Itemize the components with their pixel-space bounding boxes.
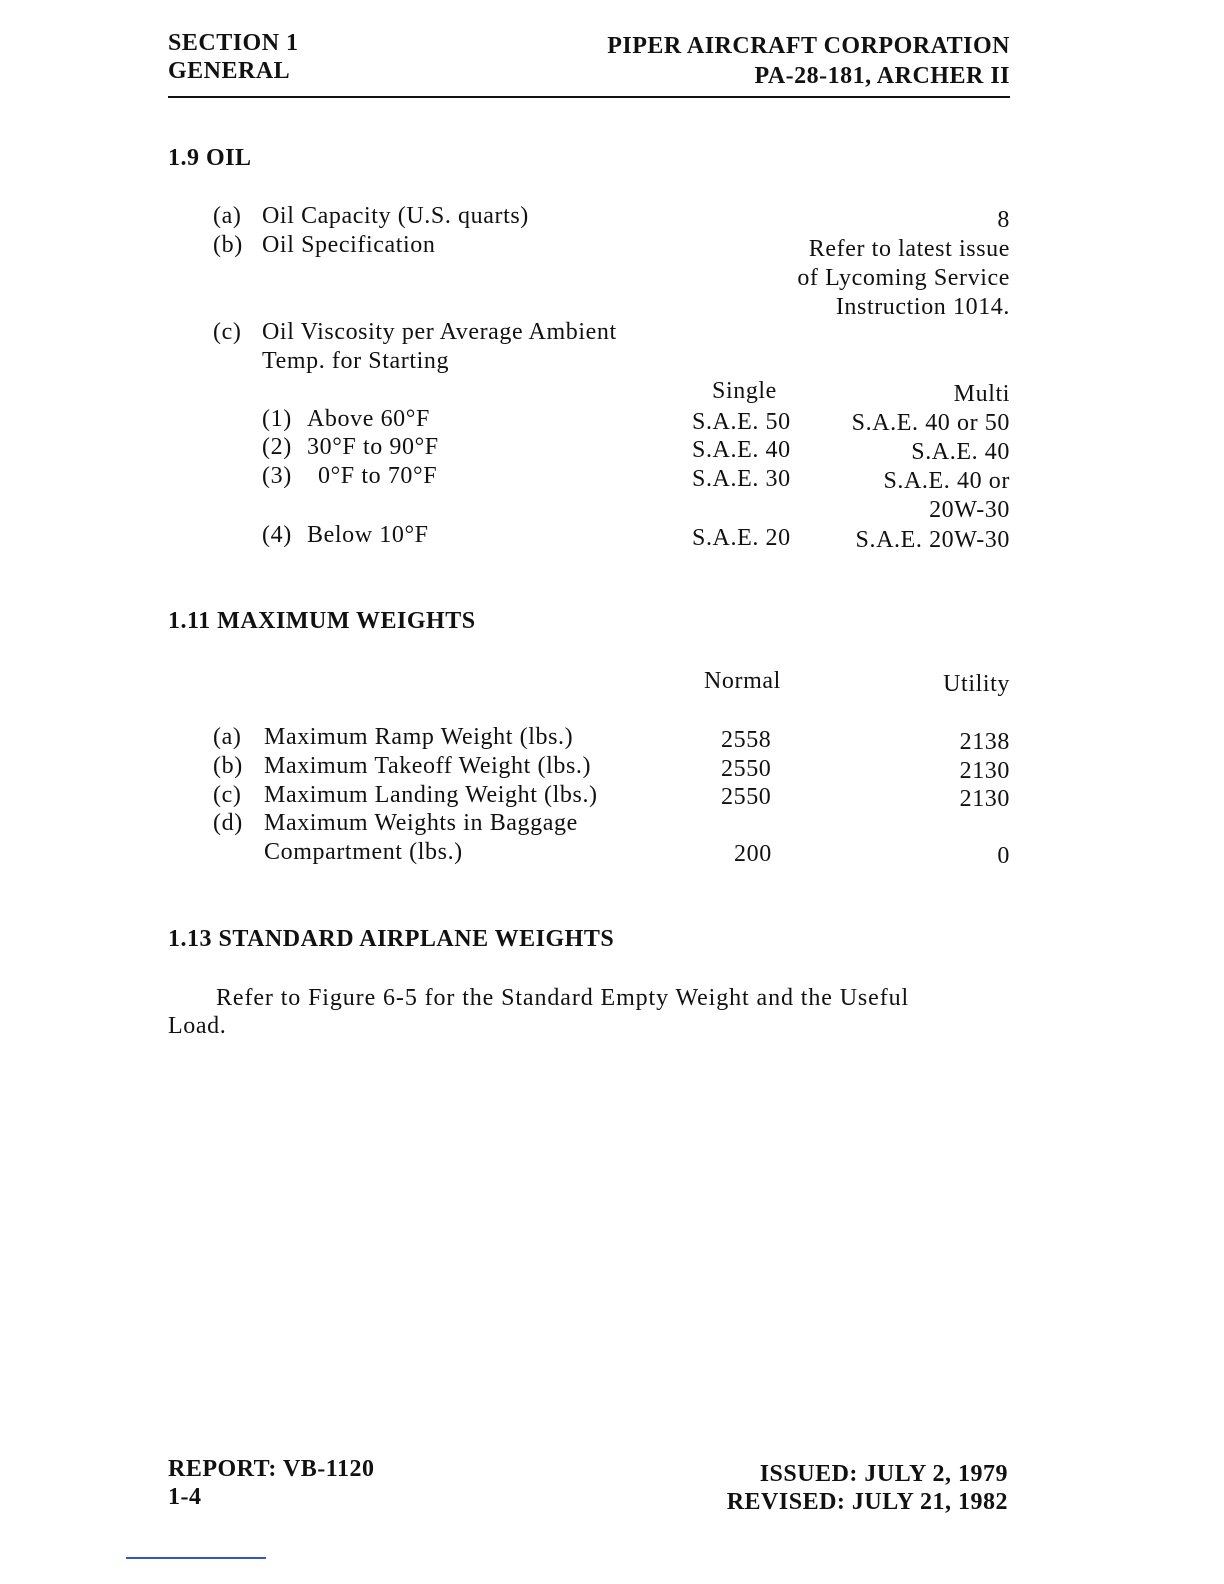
weight-row-d-label: Maximum Weights in Baggage [264, 810, 578, 836]
header-rule [168, 96, 1010, 98]
weight-row-b-label: Maximum Takeoff Weight (lbs.) [264, 753, 592, 779]
issued-date: ISSUED: JULY 2, 1979 [759, 1461, 1008, 1487]
standard-weights-heading: 1.13 STANDARD AIRPLANE WEIGHTS [168, 926, 615, 952]
bottom-link-underline [126, 1557, 266, 1559]
weight-row-a-normal: 2558 [721, 727, 772, 753]
standard-weights-paragraph: Refer to Figure 6-5 for the Standard Empty Weight and the Useful [216, 985, 910, 1011]
col-normal-header: Normal [704, 668, 781, 694]
oil-heading: 1.9 OIL [168, 145, 252, 171]
page-number: 1-4 [168, 1484, 202, 1510]
standard-weights-paragraph-2: Load. [168, 1013, 227, 1039]
weight-row-b-normal: 2550 [721, 756, 772, 782]
visc-row-1-range: Above 60°F [307, 406, 430, 432]
visc-row-1-multi: S.A.E. 40 or 50 [851, 410, 1010, 436]
report-number: REPORT: VB-1120 [168, 1456, 375, 1482]
visc-row-2-num: (2) [262, 434, 292, 460]
weight-row-a-letter: (a) [213, 724, 242, 750]
visc-row-3-multi: S.A.E. 40 or [883, 468, 1010, 494]
oil-spec-line-3: Instruction 1014. [835, 294, 1010, 320]
oil-viscosity-label-2: Temp. for Starting [262, 348, 450, 374]
visc-row-4-single: S.A.E. 20 [692, 525, 791, 551]
visc-row-4-range: Below 10°F [307, 522, 429, 548]
weight-row-d-letter: (d) [213, 810, 243, 836]
visc-row-1-single: S.A.E. 50 [692, 409, 791, 435]
oil-viscosity-letter: (c) [213, 319, 242, 345]
visc-row-3-range: 0°F to 70°F [318, 463, 438, 489]
oil-spec-letter: (b) [213, 232, 243, 258]
weight-row-c-normal: 2550 [721, 784, 772, 810]
chapter-label: GENERAL [168, 58, 291, 84]
oil-capacity-label: Oil Capacity (U.S. quarts) [262, 203, 529, 229]
oil-capacity-letter: (a) [213, 203, 242, 229]
aircraft-model: PA-28-181, ARCHER II [754, 63, 1010, 89]
weight-row-d-utility: 0 [997, 843, 1010, 869]
oil-capacity-value: 8 [997, 207, 1010, 233]
col-utility-header: Utility [943, 671, 1010, 697]
weight-row-d-normal: 200 [734, 841, 772, 867]
oil-viscosity-label: Oil Viscosity per Average Ambient [262, 319, 617, 345]
weights-heading: 1.11 MAXIMUM WEIGHTS [168, 608, 476, 634]
visc-row-2-single: S.A.E. 40 [692, 437, 791, 463]
weight-row-a-label: Maximum Ramp Weight (lbs.) [264, 724, 574, 750]
col-single-header: Single [712, 378, 777, 404]
visc-row-3-single: S.A.E. 30 [692, 466, 791, 492]
weight-row-d-label-2: Compartment (lbs.) [264, 839, 463, 865]
weight-row-b-letter: (b) [213, 753, 243, 779]
weight-row-b-utility: 2130 [959, 758, 1010, 784]
col-multi-header: Multi [953, 381, 1010, 407]
visc-row-3-multi-2: 20W-30 [929, 497, 1010, 523]
oil-spec-line-2: of Lycoming Service [797, 265, 1010, 291]
visc-row-2-multi: S.A.E. 40 [911, 439, 1010, 465]
company-name: PIPER AIRCRAFT CORPORATION [607, 33, 1010, 59]
visc-row-4-num: (4) [262, 522, 292, 548]
revised-date: REVISED: JULY 21, 1982 [726, 1489, 1008, 1515]
visc-row-2-range: 30°F to 90°F [307, 434, 439, 460]
visc-row-1-num: (1) [262, 406, 292, 432]
visc-row-4-multi: S.A.E. 20W-30 [855, 527, 1010, 553]
section-label: SECTION 1 [168, 30, 299, 56]
weight-row-c-utility: 2130 [959, 786, 1010, 812]
weight-row-a-utility: 2138 [959, 729, 1010, 755]
oil-spec-line-1: Refer to latest issue [808, 236, 1010, 262]
oil-spec-label: Oil Specification [262, 232, 436, 258]
weight-row-c-letter: (c) [213, 782, 242, 808]
visc-row-3-num: (3) [262, 463, 292, 489]
weight-row-c-label: Maximum Landing Weight (lbs.) [264, 782, 598, 808]
